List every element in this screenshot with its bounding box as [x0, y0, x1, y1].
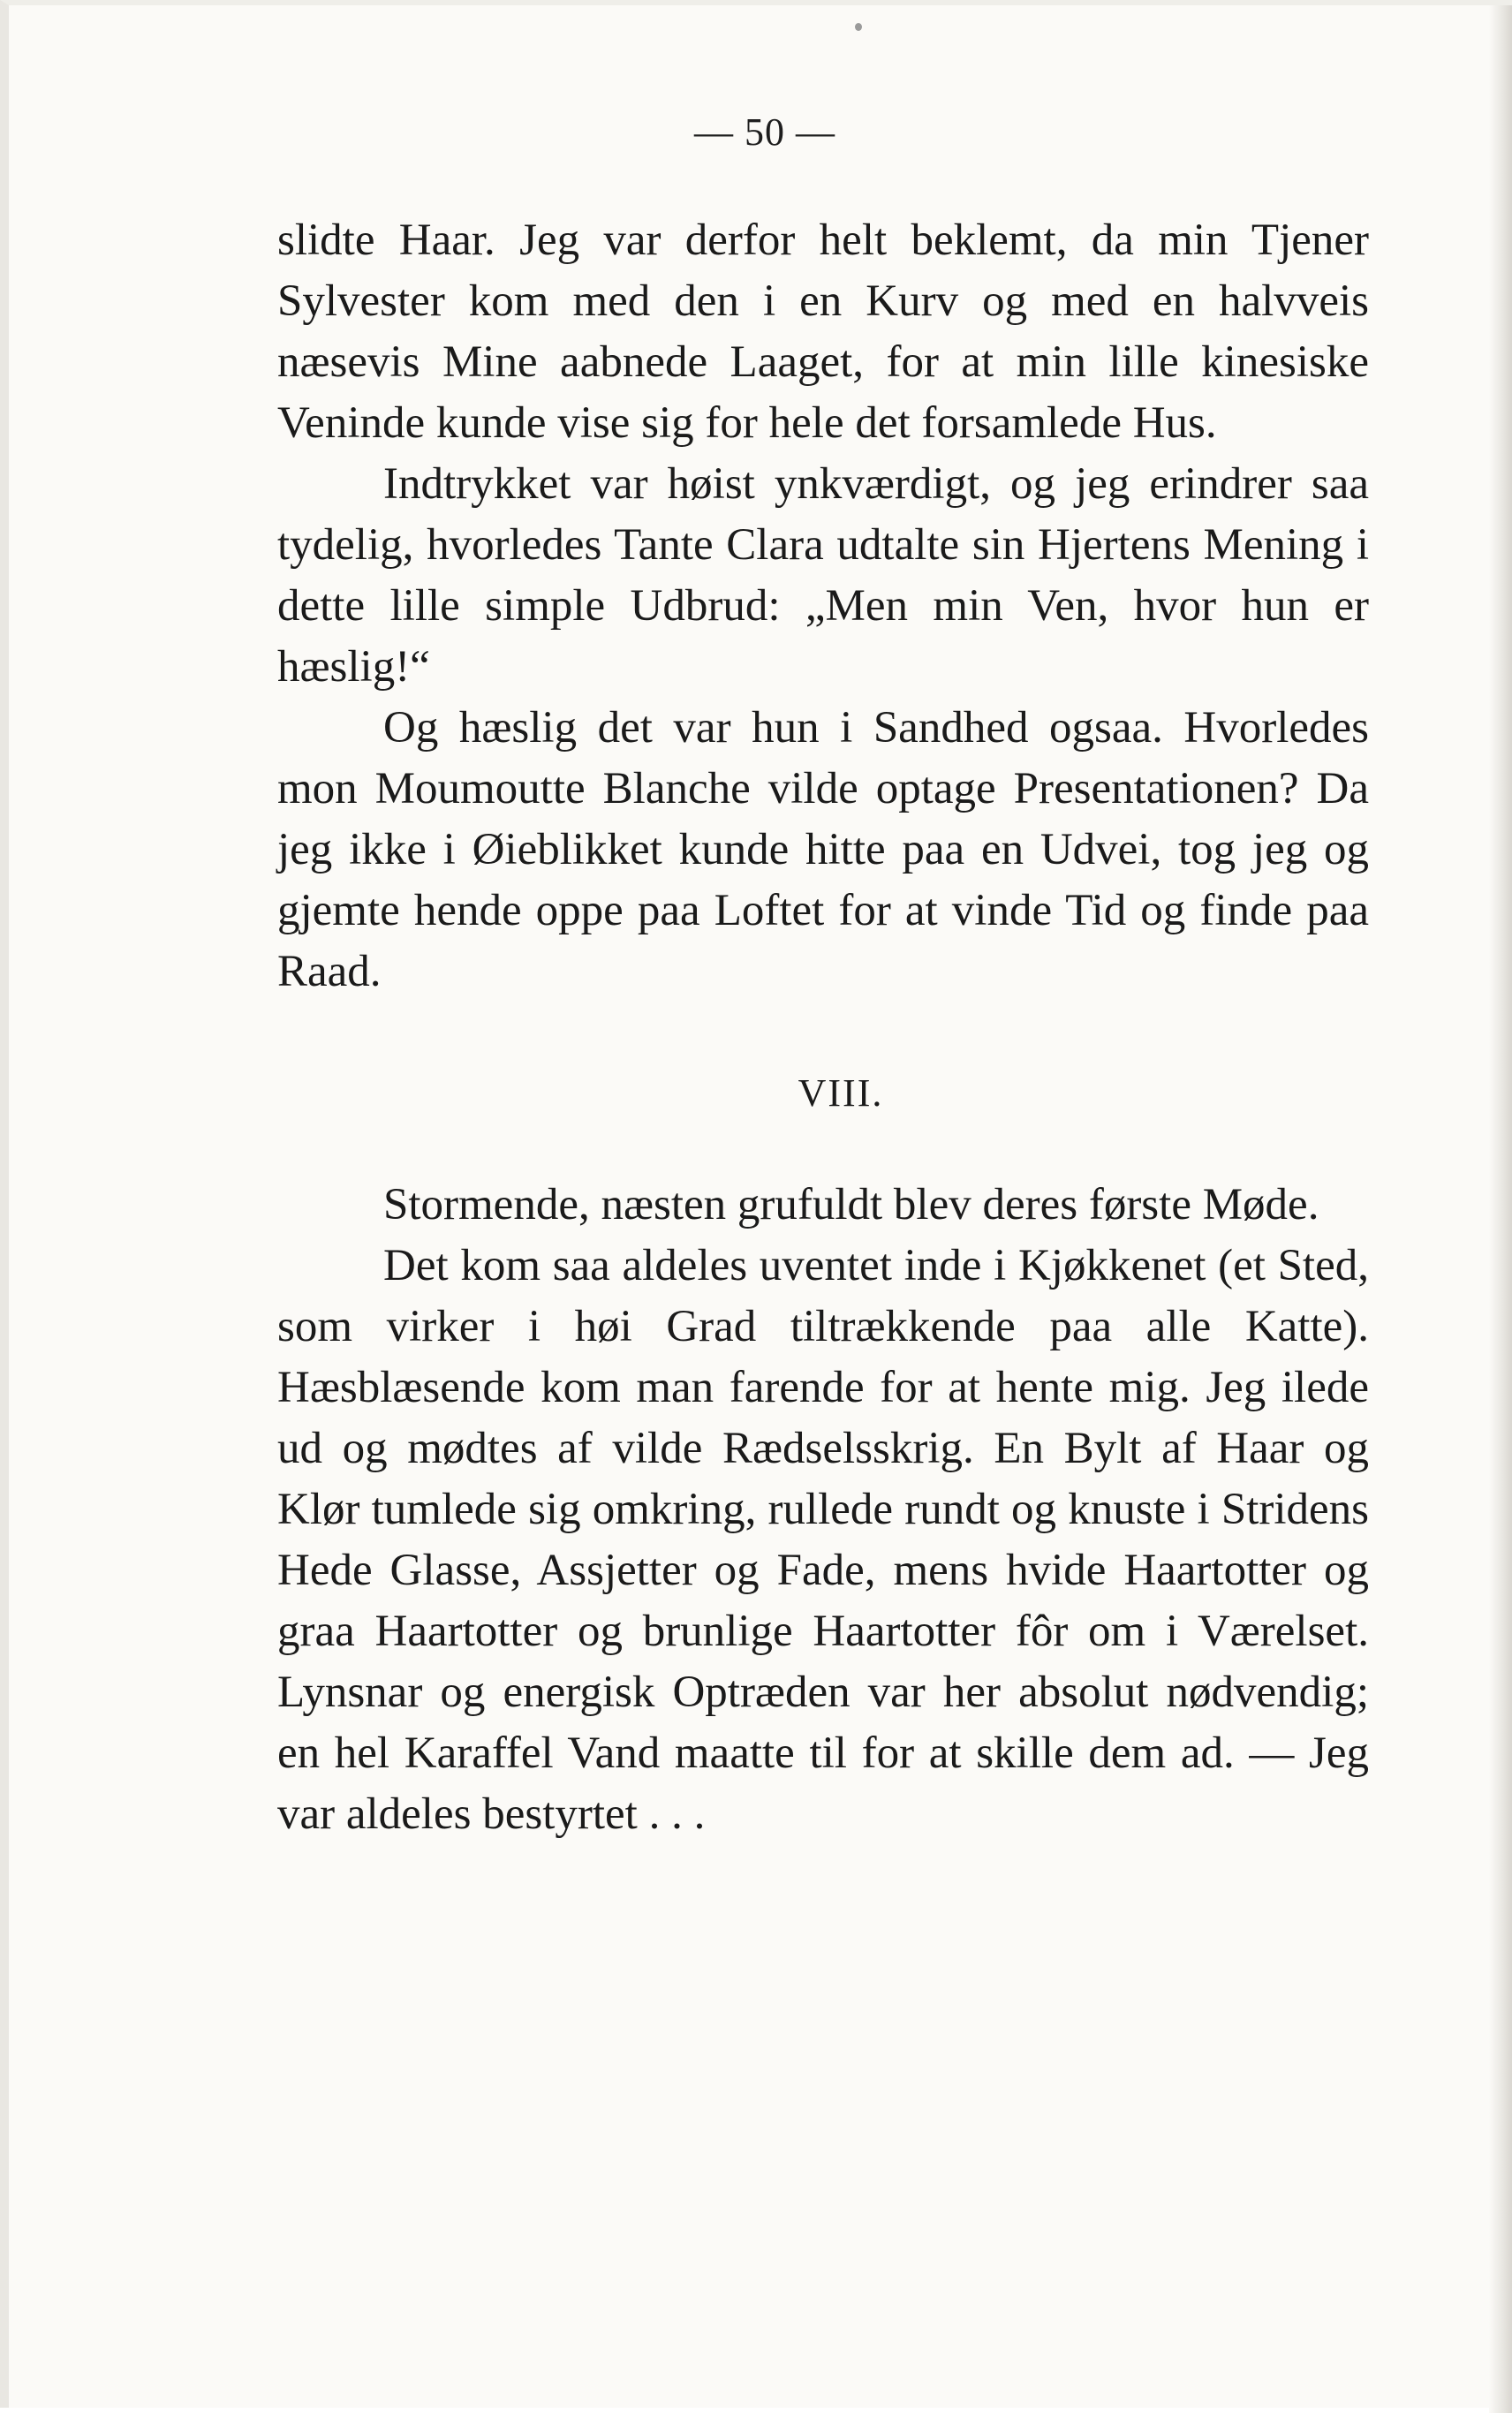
paragraph-4: Stormende, næsten grufuldt blev deres første Møde. [383, 1180, 1319, 1229]
paragraph-3: Og hæslig det var hun i Sandhed ogsaa. Hvorledes mon Moumoutte Blanche vilde optage Presentationen? Da jeg ikke i Øieblikket kunde hitte paa en Udvei, tog jeg og gjemte hende oppe paa Loftet for at vinde Tid og finde paa Raad. [277, 703, 1369, 996]
section-heading: VIII. [798, 1071, 884, 1115]
paragraph-5: Det kom saa aldeles uventet inde i Kjøkkenet (et Sted, som virker i høi Grad tiltrækkende paa alle Katte). Hæsblæsende kom man farende for at hente mig. Jeg ilede ud og mødtes af vilde Rædselsskrig. En Bylt af Haar og Klør tumlede sig omkring, rullede rundt og knuste i Stridens Hede Glasse, Assjetter og Fade, mens hvide Haartotter og graa Haartotter og brunlige Haartotter fôr om i Værelset. Lynsnar og energisk Optræden var her absolut nødvendig; en hel Karaffel Vand maatte til for at skille dem ad. — Jeg var aldeles bestyrtet . . . [277, 1241, 1369, 1839]
page-number: — 50 — [694, 110, 835, 154]
body-text [277, 210, 1369, 1845]
ink-speck [855, 23, 862, 31]
page-edge-shadow [1489, 5, 1512, 2413]
paragraph-1: slidte Haar. Jeg var derfor helt beklemt, da min Tjener Sylvester kom med den i en Kurv og med en halvveis næsevis Mine aabnede Laaget, for at min lille kinesiske Veninde kunde vise sig for hele det forsamlede Hus. [277, 216, 1369, 448]
paragraph-2: Indtrykket var høist ynkværdigt, og jeg erindrer saa tydelig, hvorledes Tante Clara udtalte sin Hjertens Mening i dette lille simple Udbrud: „Men min Ven, hvor hun er hæslig!“ [277, 459, 1369, 692]
